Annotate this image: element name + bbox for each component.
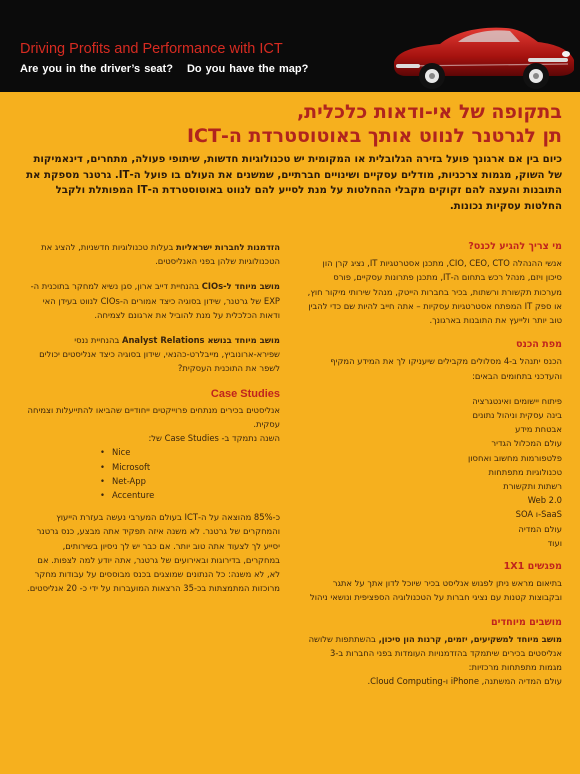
list-item: • Accenture	[24, 488, 280, 502]
banner-question-2: Do you have the map?	[186, 63, 309, 75]
header-banner	[0, 0, 580, 92]
list-item: ועוד	[547, 537, 562, 548]
list-item: עולם המדיה	[518, 523, 562, 534]
list-item: פיתוח יישומים ואינטגרציה	[472, 395, 562, 406]
banner-question-1: Are you in the driver’s seat?	[20, 63, 173, 75]
headline-line-2: תן לגרטנר לנווט אותך באוטוסטרדת ה-ICT	[186, 125, 562, 147]
who-heading: מי צריך להגיע לכנס?	[468, 241, 562, 252]
banner-subtitle	[20, 63, 308, 75]
case-studies-text: אנליסטים בכירים מנתחים פרוייקטים ייחודיים שהביאו להתייעלות וצמיחה עסקית.	[27, 404, 280, 430]
page-headline	[17, 100, 562, 148]
list-item: SaaS-ו SOA	[515, 509, 562, 520]
headline-line-1: בתקופה של אי-ודאות כלכלית,	[296, 101, 562, 123]
special-sessions-body: בהשתתפות שלושה אנליסטים בכירים שיתמקד בהזדמנויות העומדות בפני החברות ב-3 מגמות מתפתחות מרכזיות:	[308, 633, 562, 673]
list-item: Web 2.0	[527, 495, 562, 506]
statistics-paragraph: כ-85% מהוצאה על ה-ICT בעולם המערבי נעשה בעזרת הייעוץ והמחקרים של גרטנר. לא משנה איזה תפקיד אתה מבצע, כנס גרטנר יסייע לך לצעוד אתה טוב יותר. אם כבר יש לך ניסיון בשירותים, במחקרים, בדירוגות ובאירועים של גרטנר, אתה יודע למה לצפות. אם לא, לא משנה: כל הנתונים שמוצגים בכנס מבוססים על עבודות מחקר מרוכזות המתמצתות בכ-35 הרצאות המועברות על ידי כ- 20 אנליסטים.	[27, 512, 280, 594]
cio-session-text: בהנחיית דייב ארון, סגן נשיא למחקר בתוכנית ה-EXP של גרטנר, שידון בסוגיה כיצד אמורים ה-CIOs לנווט בעידן האי ודאות הכלכלית על מנת להוביל את ארגונם לצמיחה.	[30, 281, 280, 320]
cio-session-bold: מושב מיוחד ל-CIOs	[201, 281, 280, 292]
special-sessions-heading: מושבים מיוחדים	[490, 616, 562, 628]
case-studies-text-2: השנה נתמקד ב- Case Studies של:	[148, 433, 280, 444]
israeli-companies-bold: הזדמנות לחברות ישראליות	[176, 242, 280, 252]
list-item: • Net-App	[24, 474, 280, 488]
list-item: עולם המכלול הגדיר	[491, 438, 562, 449]
list-item: בינה עסקית וניהול נתונים	[472, 410, 562, 421]
map-topics-list	[306, 394, 562, 550]
red-sports-car-image	[388, 14, 578, 92]
israeli-companies-text: בעלות טכנולוגיות חדשניות, להציג את הטכנולוגיות שלהן בפני האנליסטים.	[41, 242, 280, 267]
list-item: רשתות ותקשורת	[503, 481, 562, 492]
list-item: פלטפורמות מחשוב ואחסון	[467, 452, 562, 463]
who-text: אנשי ההנהלה CIO, CEO, CTO, מתכנן אסטרטגיות IT, נציג קרן הון סיכון ויזם, מנהל רכש בתחום ה-IT, מתכנן פתרונות עסקיים, פורס מערכות תקשורת ורשתות, בכיר בחברות הייטק, מנהל שירותי מיקור חוץ, או ספק IT המפתח אסטרטגיות עסקיות – אתה חייב להיות שם כדי להבין טוב יותר ולייעץ את התובנות בארגונך.	[307, 258, 562, 326]
analyst-relations-bold: מושב מיוחד בנושא Analyst Relations	[121, 335, 280, 346]
meetings-text: בתיאום מראש ניתן לפגוש אנליסט בכיר שיוכל לדון אתך על אתגר ובקבוצות קטנות עם נציגי חברות על הטכנולוגיה הספציפית ונושאי ניהול	[309, 578, 562, 603]
case-studies-list	[24, 445, 280, 502]
meetings-heading: מפגשים 1X1	[503, 561, 562, 573]
israeli-companies-paragraph	[24, 240, 280, 268]
list-item: • Nice	[24, 445, 280, 459]
case-studies-heading: Case Studies	[210, 387, 280, 400]
left-column	[24, 240, 280, 606]
map-heading: מפת הכנס	[515, 339, 562, 351]
list-item: אבטחת מידע	[515, 424, 562, 435]
banner-title: Driving Profits and Performance with ICT	[20, 41, 283, 57]
cio-session-paragraph	[24, 279, 280, 322]
intro-paragraph: כיום בין אם ארגונך פועל בזירה הגלובלית או המקומית יש טכנולוגיות חדשות, שיתופי פעולה, מתחרים, דינאמיקות של השוק, מגמות צרכניות, מודלים עסקיים ושינויים חברתיים, שמשנים את העולם בו פועל ה-IT. גרטנר מספקת את התובנות והעצה להם זקוקים מקבלי ההחלטות על מנת לסייע להם לנווט באוטוסטרדת ה-IT המפותלת ולקבל החלטות עסקיות נכונות.	[26, 154, 562, 212]
special-sessions-bold: מושב מיוחד למשקיעים, יזמים, קרנות הון סיכון,	[378, 633, 562, 644]
list-item: • Microsoft	[24, 460, 280, 474]
special-sessions-text	[306, 632, 562, 689]
map-text: הכנס יתנהל ב-4 מסלולים מקבילים שיעניקו לך את המידע המקיף והעדכני בתחומים הבאים:	[330, 356, 562, 381]
special-sessions-topics: עולם המדיה המשתנה, iPhone ו-Cloud Computing.	[367, 676, 562, 687]
list-item: טכנולוגיות מתפתחות	[488, 466, 562, 477]
analyst-relations-paragraph	[24, 333, 280, 376]
right-column	[306, 240, 562, 689]
analyst-relations-text: בהנחיית ננסי שפירא-ארונוביץ, מייבלרט-כהנאי, שידון בסוגיה כיצד אנליסטים יכולים לשפר את התוכנית העסקית?	[39, 335, 280, 374]
